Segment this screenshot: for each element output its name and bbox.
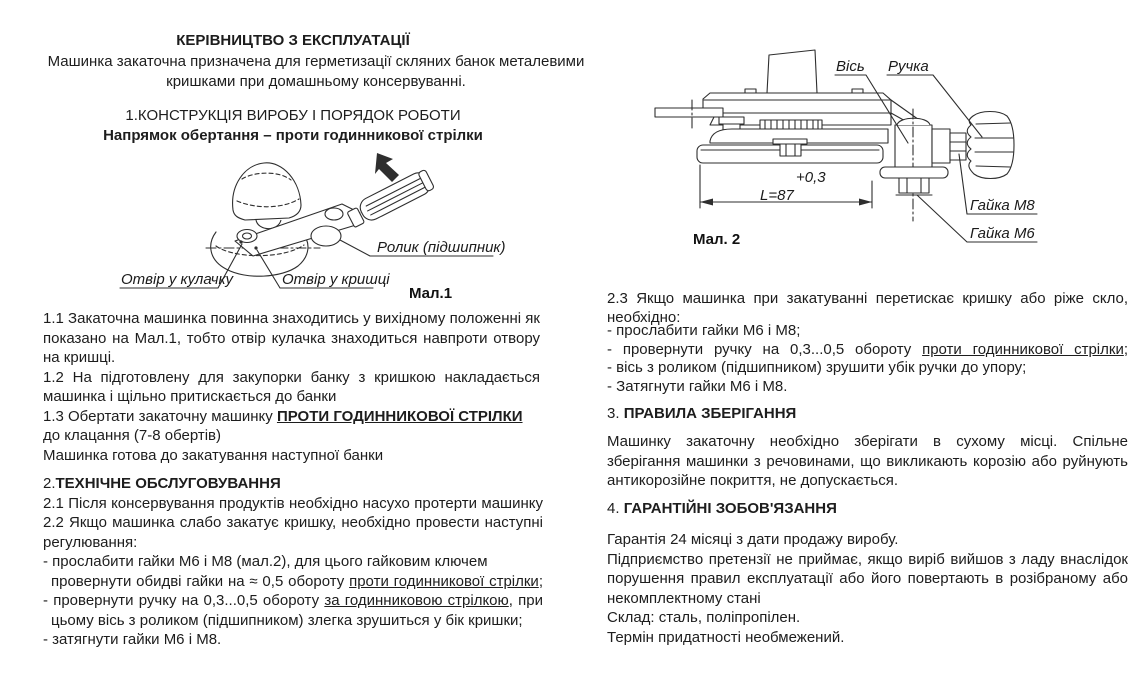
paragraph-1-3-clicks: до клацання (7-8 обертів) <box>43 427 222 444</box>
paragraph-1-1: 1.1 Закаточна машинка повинна знаходитись у вихідному положенні як показано на Мал.1, тобто отвір кулачка знаходиться навпроти отвору на кришці. <box>43 310 540 366</box>
figure-2-drawing <box>620 25 1140 251</box>
bullet-tighten-nuts-r: - Затягнути гайки М6 і М8. <box>607 377 788 395</box>
section-4-title: ГАРАНТІЙНІ ЗОБОВ'ЯЗАННЯ <box>623 500 837 517</box>
page-title: КЕРІВНИЦТВО З ЕКСПЛУАТАЦІЇ <box>176 32 410 49</box>
bullet-loosen-nuts-r: - прослабити гайки М6 і М8; <box>607 322 801 339</box>
fig2-nut-m8-part <box>932 129 966 163</box>
bullet-tighten-nuts: - затягнути гайки М6 і М8. <box>43 631 222 648</box>
warranty-period: Гарантія 24 місяці з дати продажу виробу. <box>607 531 899 548</box>
bullet-text-end: ; <box>1123 340 1129 358</box>
fig1-dome <box>233 163 301 229</box>
fig2-handle-knob <box>967 112 1014 179</box>
fig2-caption: Мал. 2 <box>693 231 741 248</box>
fig2-stem <box>767 50 817 93</box>
bullet-loosen-nuts-cont <box>43 572 543 592</box>
section-3-number: 3. <box>607 405 624 422</box>
warranty-conditions: Підприємство претензії не приймає, якщо виріб вийшов з ладу внаслідок порушення правил експлуатації або його повертають в розібраному або некомплектному стані <box>607 550 1128 607</box>
counterclockwise-underline: проти годинникової стрілки <box>922 340 1124 358</box>
fig2-dim-length: L=87 <box>760 187 794 204</box>
section-1-heading: 1.КОНСТРУКЦІЯ ВИРОБУ І ПОРЯДОК РОБОТИ <box>125 107 461 124</box>
section-2-title: ТЕХНІЧНЕ ОБСЛУГОВУВАННЯ <box>55 475 281 492</box>
counterclockwise-emphasis: ПРОТИ ГОДИННИКОВОЇ СТРІЛКИ <box>276 407 523 425</box>
bullet-text-end: ; <box>538 572 543 590</box>
paragraph-2-1: 2.1 Після консервування продуктів необхідно насухо протерти машинку <box>43 494 543 512</box>
fig1-label-roller: Ролик (підшипник) <box>377 239 506 256</box>
materials-line: Склад: сталь, поліпропілен. <box>607 609 801 626</box>
fig1-caption: Мал.1 <box>409 285 453 302</box>
counterclockwise-underline: проти годинникової стрілки <box>349 572 539 590</box>
section-2-heading <box>43 474 543 494</box>
bullet-loosen-nuts: - прослабити гайки М6 і М8 (мал.2), для цього гайковим ключем <box>43 553 488 570</box>
fig2-label-handle: Ручка <box>888 58 929 75</box>
fig1-label-cam-hole: Отвір у кулачку <box>121 271 234 288</box>
fig2-label-nut-m8: Гайка М8 <box>970 197 1035 214</box>
bullet-text: - провернути ручку на 0,3...0,5 обороту <box>43 592 325 609</box>
paragraph-1-3-text: 1.3 Обертати закаточну машинку <box>43 407 277 425</box>
paragraph-1-3-ready: Машинка готова до закатування наступної банки <box>43 446 384 464</box>
fig2-label-nut-m6: Гайка М6 <box>970 225 1035 242</box>
bullet-text: - провернути ручку на 0,3...0,5 обороту <box>607 340 923 358</box>
clockwise-underline: за годинниковою стрілкою <box>324 592 509 609</box>
bullet-turn-handle <box>43 591 543 611</box>
section-3-heading <box>607 404 1128 424</box>
section-2-number: 2. <box>43 475 56 492</box>
section-2-3-bullets <box>607 322 1128 396</box>
warranty-body <box>607 530 1128 647</box>
paragraph-1-3 <box>43 407 540 427</box>
fig2-label-axis: Вісь <box>836 58 865 75</box>
section-2-body <box>43 474 543 650</box>
bullet-turn-handle-cont: цьому вісь з роликом (підшипником) злегка зрушиться у бік кришки; <box>51 611 523 629</box>
bullet-turn-handle-r <box>607 341 1128 360</box>
bullet-text-end: , при <box>508 592 544 609</box>
section-4-heading <box>607 499 1128 519</box>
rotation-direction-note: Напрямок обертання – проти годинникової стрілки <box>103 127 483 144</box>
paragraph-1-2: 1.2 На підготовлену для закупорки банку з кришкою накладається машинка і щільно притискається до банки <box>43 368 540 405</box>
bullet-shift-axis: - вісь з роликом (підшипником) зрушити убік ручки до упору; <box>607 359 1027 376</box>
fig1-cam-hole-mark <box>239 240 242 243</box>
fig2-nut-m6-part <box>880 167 948 195</box>
paragraph-2-3: 2.3 Якщо машинка при закатуванні перетискає кришку або ріже скло, необхідно: <box>607 290 1128 326</box>
intro-paragraph: Машинка закаточна призначена для герметизації скляних банок металевими кришками при домашньому консервуванні. <box>47 53 585 90</box>
figure-1-drawing <box>20 148 550 304</box>
fig1-roller <box>311 226 341 246</box>
shelf-life-line: Термін придатності необмежений. <box>607 628 845 646</box>
bullet-text: провернути обидві гайки на ≈ 0,5 обороту <box>51 572 350 590</box>
fig1-lid-hole-mark <box>254 246 257 249</box>
storage-rules-paragraph: Машинку закаточну необхідно зберігати в сухому місці. Спільне зберігання машинки з речовинами, що викликають корозію або руйнують антикорозійне покриття, не допускається. <box>607 433 1128 489</box>
section-4-number: 4. <box>607 500 624 517</box>
fig2-dim-tolerance: +0,3 <box>796 169 826 186</box>
fig2-washer-stack <box>760 120 822 129</box>
section-3-title: ПРАВИЛА ЗБЕРІГАННЯ <box>623 405 797 422</box>
section-1-body <box>43 309 540 465</box>
fig1-label-lid-hole: Отвір у кришці <box>282 271 390 288</box>
paragraph-2-2: 2.2 Якщо машинка слабо закатує кришку, необхідно провести наступні регулювання: <box>43 514 543 551</box>
fig1-rotation-arrow-icon <box>375 153 399 182</box>
